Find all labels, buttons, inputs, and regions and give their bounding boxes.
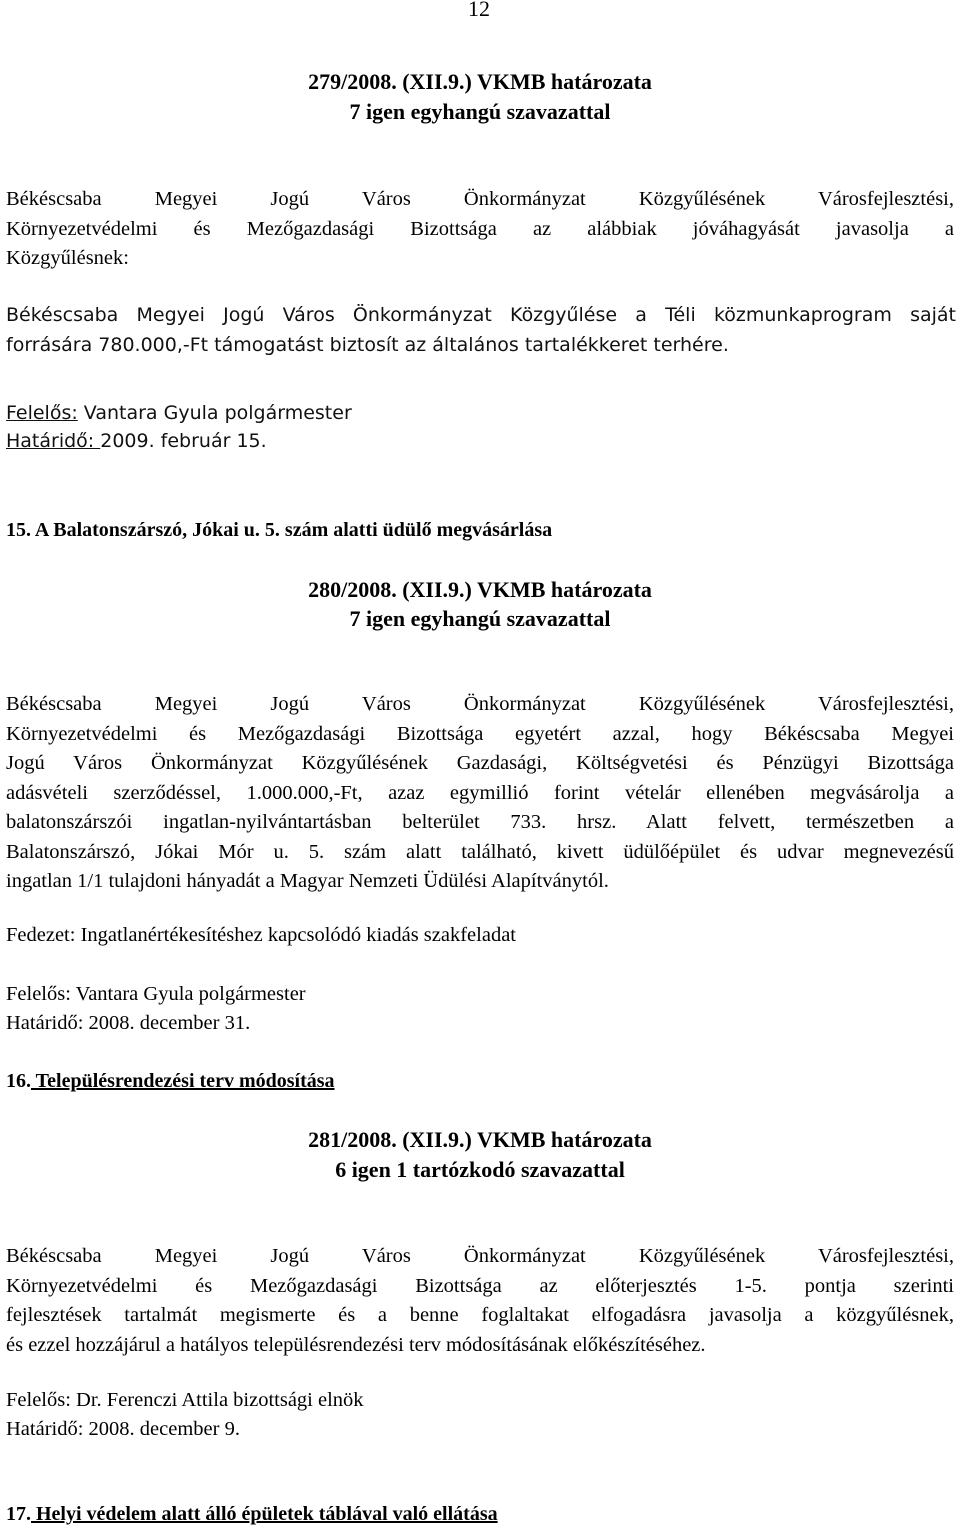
page-number: 12: [468, 0, 490, 21]
text-line: Jogú Város Önkormányzat Közgyűlésének Gazdasági, Költségvetési és Pénzügyi Bizottsága: [6, 752, 954, 774]
text-line: ingatlan 1/1 tulajdoni hányadát a Magyar Nemzeti Üdülési Alapítványtól.: [6, 870, 609, 892]
resolution-281-deadline: Határidő: 2008. december 9.: [6, 1418, 240, 1440]
text-line: adásvételi szerződéssel, 1.000.000,-Ft, azaz egymillió forint vételár ellenében megvásárolja a: [6, 781, 954, 804]
resolution-279-vote: 7 igen egyhangú szavazattal: [349, 99, 611, 124]
section-16-heading: [6, 1070, 335, 1093]
section-number: 15.: [6, 519, 31, 541]
resolution-280-vote: 7 igen egyhangú szavazattal: [349, 606, 611, 631]
resolution-280-title: 280/2008. (XII.9.) VKMB határozata: [308, 577, 652, 602]
section-title: Helyi védelem alatt álló épületek táblával való ellátása: [31, 1503, 498, 1525]
text-line: Környezetvédelmi és Mezőgazdasági Bizottsága az alábbiak jóváhagyását javasolja a: [6, 217, 954, 240]
section-17-heading: [6, 1503, 498, 1526]
resolution-279-title: 279/2008. (XII.9.) VKMB határozata: [308, 69, 652, 94]
text-line: Balatonszárszó, Jókai Mór u. 5. szám alatt található, kivett üdülőépület és udvar megnevezésű: [6, 840, 954, 863]
text-line: Közgyűlésnek:: [6, 247, 129, 269]
text-line: Környezetvédelmi és Mezőgazdasági Bizottsága egyetért azzal, hogy Békéscsaba Megyei: [6, 722, 954, 745]
resolution-281-title: 281/2008. (XII.9.) VKMB határozata: [308, 1127, 652, 1152]
resolution-279-responsible: [6, 402, 352, 424]
text-line: forrására 780.000,-Ft támogatást biztosít az általános tartalékkeret terhére.: [6, 333, 729, 356]
section-number: 16.: [6, 1070, 31, 1092]
resolution-280-responsible: Felelős: Vantara Gyula polgármester: [6, 983, 306, 1005]
deadline-value: 2009. február 15.: [100, 430, 267, 452]
resolution-280-funding: Fedezet: Ingatlanértékesítéshez kapcsolódó kiadás szakfeladat: [6, 924, 516, 946]
resolution-281-body: [6, 1242, 954, 1360]
text-line: Békéscsaba Megyei Jogú Város Önkormányzat Közgyűlésének Városfejlesztési,: [6, 188, 954, 210]
resolution-281-responsible: Felelős: Dr. Ferenczi Attila bizottsági elnök: [6, 1389, 364, 1411]
responsible-value: Vantara Gyula polgármester: [77, 402, 352, 424]
section-title: Településrendezési terv módosítása: [31, 1070, 335, 1092]
text-line: Békéscsaba Megyei Jogú Város Önkormányzat Közgyűlésének Városfejlesztési,: [6, 693, 954, 715]
text-line: Környezetvédelmi és Mezőgazdasági Bizottsága az előterjesztés 1-5. pontja szerinti: [6, 1274, 954, 1297]
section-15-heading: [6, 519, 552, 542]
resolution-279-deadline: [6, 430, 267, 452]
section-title: A Balatonszárszó, Jókai u. 5. szám alatti üdülő megvásárlása: [31, 519, 553, 541]
resolution-280-deadline: Határidő: 2008. december 31.: [6, 1012, 251, 1034]
resolution-281-vote: 6 igen 1 tartózkodó szavazattal: [335, 1157, 625, 1182]
resolution-280-body: [6, 690, 954, 897]
text-line: balatonszárszói ingatlan-nyilvántartásban belterület 733. hrsz. Alatt felvett, természetben a: [6, 811, 954, 833]
deadline-label: Határidő:: [6, 430, 101, 452]
responsible-label: Felelős:: [6, 402, 78, 424]
text-line: fejlesztések tartalmát megismerte és a benne foglaltakat elfogadásra javasolja a közgyűlésnek,: [6, 1304, 954, 1326]
text-line: Békéscsaba Megyei Jogú Város Önkormányzat Közgyűlése a Téli közmunkaprogram saját: [6, 304, 956, 326]
resolution-279-intro: [6, 185, 954, 274]
resolution-279-body: [6, 301, 956, 360]
text-line: és ezzel hozzájárul a hatályos településrendezési terv módosításának előkészítéséhez.: [6, 1333, 706, 1356]
text-line: Békéscsaba Megyei Jogú Város Önkormányzat Közgyűlésének Városfejlesztési,: [6, 1245, 954, 1267]
section-number: 17.: [6, 1503, 31, 1525]
